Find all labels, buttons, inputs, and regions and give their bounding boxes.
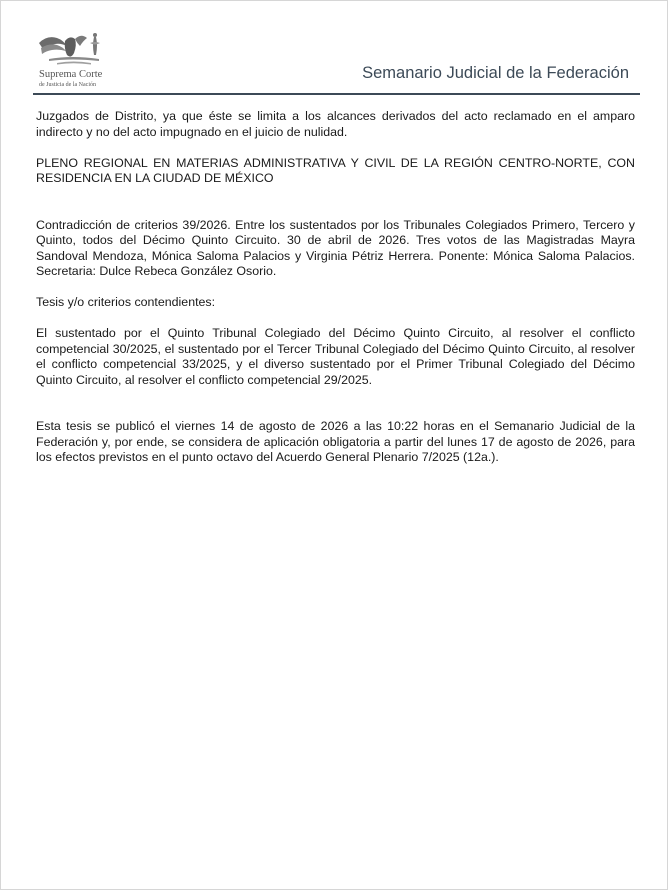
publication-title: Semanario Judicial de la Federación [362, 64, 629, 82]
logo-wordmark-line2: de Justicia de la Nación [39, 82, 96, 88]
paragraph-continuation: Juzgados de Distrito, ya que éste se limita a los alcances derivados del acto reclamado en el amparo indirecto y no del acto impugnado en el juicio de nulidad. [36, 109, 635, 139]
eagle-emblem-icon [37, 29, 107, 69]
issuing-body-heading: PLENO REGIONAL EN MATERIAS ADMINISTRATIVA Y CIVIL DE LA REGIÓN CENTRO-NORTE, CON RESIDENCIA EN LA CIUDAD DE MÉXICO [36, 155, 635, 185]
header-divider [33, 93, 640, 95]
publication-note-paragraph: Esta tesis se publicó el viernes 14 de agosto de 2026 a las 10:22 horas en el Semanario Judicial de la Federación y, por ende, se considera de aplicación obligatoria a partir del lunes 17 de agosto de 2026, para los efectos previstos en el punto octavo del Acuerdo General Plenario 7/2025 (12a.). [36, 419, 635, 464]
page-header [31, 29, 641, 93]
contending-criteria-label: Tesis y/o criterios contendientes: [36, 295, 216, 309]
document-body [36, 109, 635, 466]
precedent-paragraph: Contradicción de criterios 39/2026. Entre los sustentados por los Tribunales Colegiados Primero, Tercero y Quinto, todos del Décimo Quinto Circuito. 30 de abril de 2026. Tres votos de las Magistradas Mayra Sandoval Mendoza, Mónica Saloma Palacios y Virginia Pétriz Herrera. Ponente: Mónica Saloma Palacios. Secretaria: Dulce Rebeca González Osorio. [36, 217, 635, 278]
logo-wordmark-line1: Suprema Corte [39, 69, 103, 80]
contending-criteria-paragraph: El sustentado por el Quinto Tribunal Colegiado del Décimo Quinto Circuito, al resolver el conflicto competencial 30/2025, el sustentado por el Tercer Tribunal Colegiado del Décimo Quinto Circuito, al resolver el conflicto competencial 33/2025, y el diverso sustentado por el Primer Tribunal Colegiado del Décimo Quinto Circuito, al resolver el conflicto competencial 29/2025. [36, 326, 635, 387]
scjn-logo [35, 29, 135, 91]
